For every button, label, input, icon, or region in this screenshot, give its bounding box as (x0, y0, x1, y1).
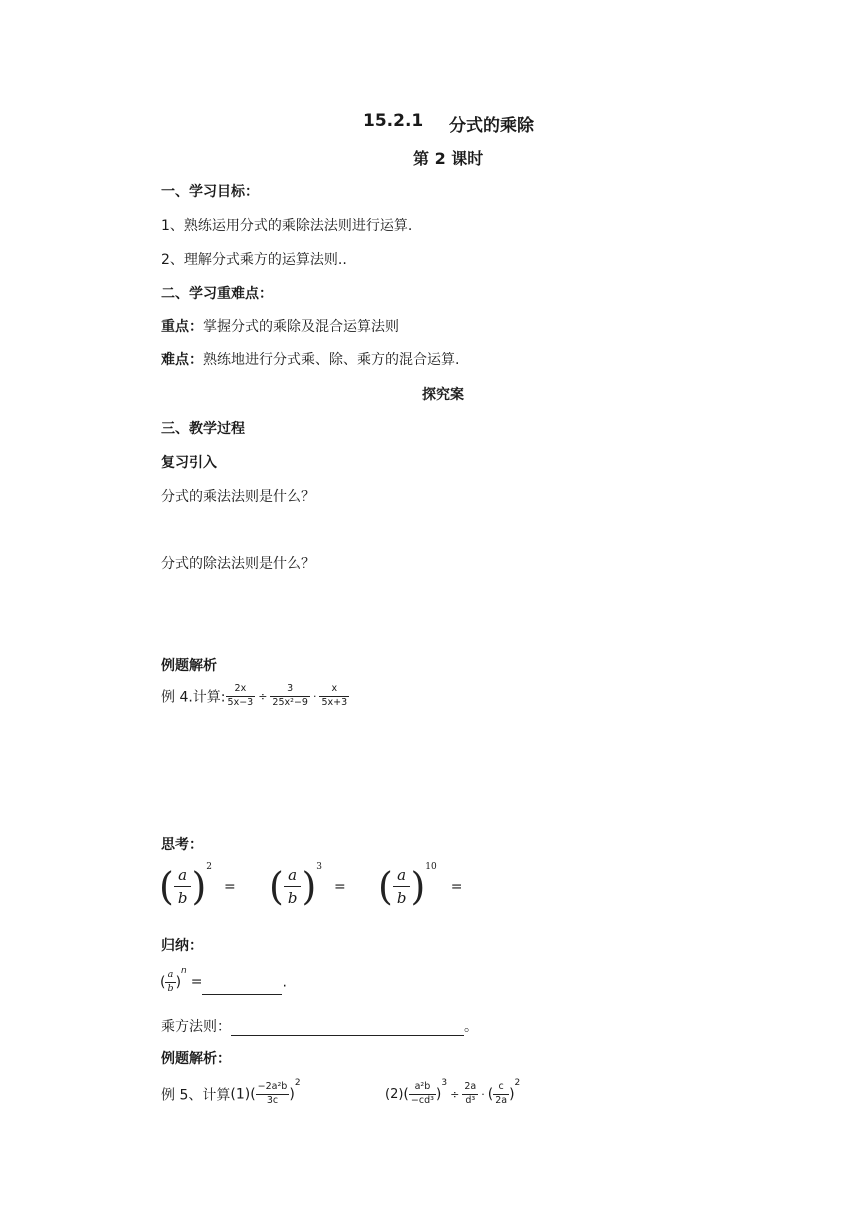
power-expression: ( $\frac{a}{b}$ )$^{10}$= (378, 862, 463, 909)
key-point-label: 重点： (161, 319, 203, 335)
difficulty-label: 难点： (161, 352, 203, 368)
answer-blank (202, 978, 282, 995)
example-4-label: 例 4.计算: (161, 689, 226, 706)
example-4 (161, 684, 349, 709)
key-point-text: 掌握分式的乘除及混合运算法则 (203, 319, 399, 335)
rule-line: 乘方法则： 。 (161, 1019, 478, 1035)
multiply-operator: · (312, 689, 317, 703)
goal-item: 2、理解分式乘方的运算法则.. (161, 252, 347, 268)
summary-heading: 归纳： (161, 938, 203, 954)
example-title: 例题解析 (161, 658, 217, 674)
review-question: 分式的乘法法则是什么？ (161, 489, 315, 505)
fraction: $\frac{x}{5x+3}$ (321, 683, 348, 708)
power-rule-formula: ( $\frac{a}{b}$ )$^n$= . (160, 966, 287, 994)
fraction: $\frac{2x}{5x-3}$ (227, 683, 254, 708)
difficulty-line (161, 349, 459, 369)
difficulty-text: 熟练地进行分式乘、除、乘方的混合运算. (203, 352, 460, 368)
review-title: 复习引入 (161, 455, 217, 471)
page-title: 分式的乘除 (449, 116, 534, 136)
review-question: 分式的除法法则是什么？ (161, 556, 315, 572)
example-title: 例题解析： (161, 1051, 231, 1067)
explore-title: 探究案 (422, 387, 464, 403)
section-heading-process: 三、教学过程 (161, 421, 245, 437)
rule-label: 乘方法则： (161, 1019, 231, 1035)
title-number: 15.2.1 (363, 111, 424, 131)
example-5-part-1: 例 5、计算(1)( $\frac{\text{−2a²b}}{3c}$ )$^2$ (161, 1078, 301, 1106)
key-point-line (161, 316, 399, 336)
power-expression: ( $\frac{a}{b}$ )$^2$= (159, 862, 236, 909)
fraction: $\frac{3}{\text{25x²−9}}$ (272, 683, 308, 708)
goal-item: 1、熟练运用分式的乘除法法则进行运算. (161, 218, 413, 234)
divide-operator: ÷ (258, 689, 268, 703)
example-5-label: 例 5、计算 (161, 1087, 231, 1104)
section-heading-goals: 一、学习目标： (161, 184, 259, 200)
section-heading-key-points: 二、学习重难点： (161, 286, 273, 302)
power-expression: ( $\frac{a}{b}$ )$^3$= (269, 862, 346, 909)
answer-blank (231, 1019, 464, 1036)
page-subtitle: 第 2 课时 (413, 149, 484, 168)
example-5-part-2: (2)( $\frac{\text{a²b}}{\text{−cd³}}$ )$^3$÷ $\frac{2a}{\text{d³}}$ · ( $\frac{c}{2a}$ )$^2$ (385, 1078, 521, 1106)
think-heading: 思考： (161, 837, 203, 853)
